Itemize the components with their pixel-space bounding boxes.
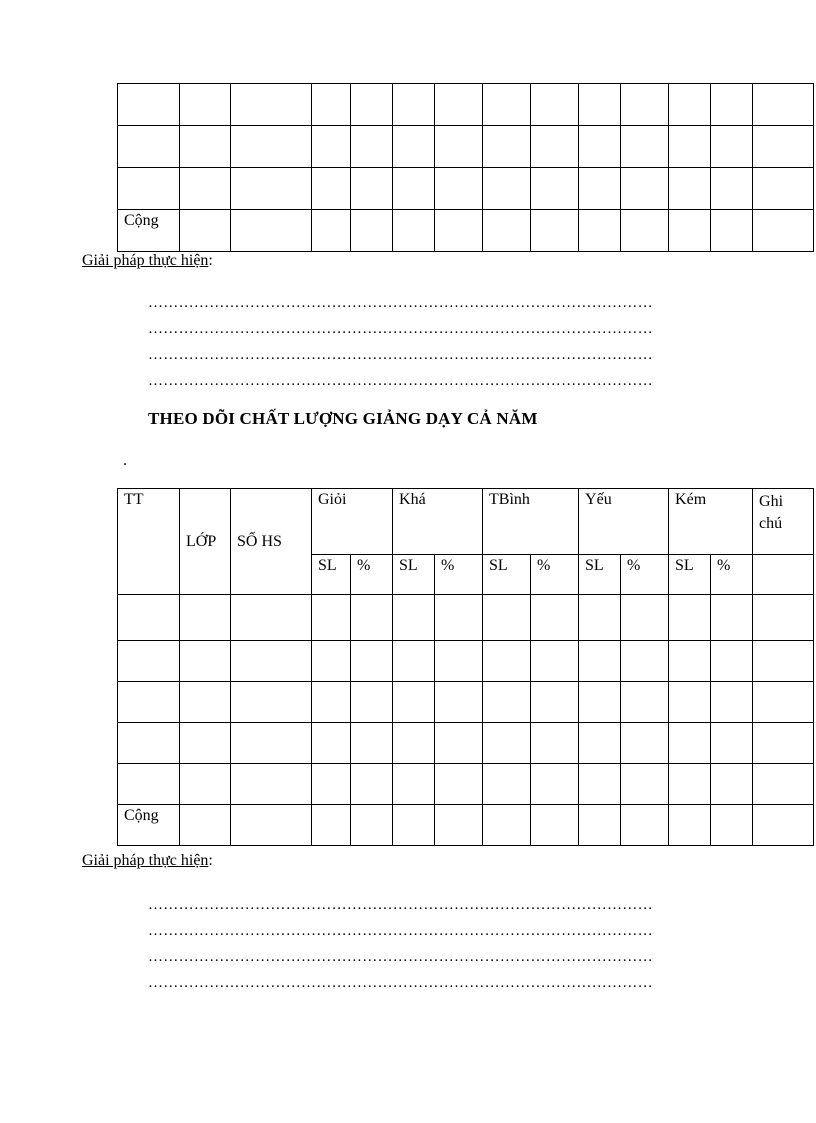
table-cell xyxy=(351,682,393,723)
table-cell xyxy=(393,641,435,682)
table-cell xyxy=(753,595,814,641)
table-cell xyxy=(393,805,435,846)
table-cell xyxy=(483,168,531,210)
table-cell xyxy=(531,805,579,846)
table-cell xyxy=(435,764,483,805)
solution-lines-1 xyxy=(148,290,748,394)
table-cell xyxy=(180,595,231,641)
table-cell xyxy=(351,168,393,210)
table-cell xyxy=(579,805,621,846)
table-cell xyxy=(483,641,531,682)
dotted-line: ……………………………………………………………………………………… xyxy=(148,897,653,913)
table-cell xyxy=(231,805,312,846)
table-cell xyxy=(531,84,579,126)
table-cell xyxy=(579,723,621,764)
table-cell xyxy=(312,641,351,682)
table-cell xyxy=(579,168,621,210)
table-cell xyxy=(579,210,621,252)
solution-label-colon: : xyxy=(208,852,213,869)
table-cell xyxy=(483,126,531,168)
table-cell xyxy=(312,805,351,846)
table-cell xyxy=(231,210,312,252)
table-cell xyxy=(669,210,711,252)
solution-label-2 xyxy=(82,852,213,870)
table-cell xyxy=(753,641,814,682)
table-cell xyxy=(483,84,531,126)
subheader-pct: % xyxy=(351,555,393,595)
table-cell xyxy=(669,723,711,764)
table-row xyxy=(118,764,814,805)
table-cell xyxy=(435,168,483,210)
solution-lines-2 xyxy=(148,892,748,996)
subheader-sl: SL xyxy=(669,555,711,595)
dotted-line: ……………………………………………………………………………………… xyxy=(148,347,653,363)
table-cell xyxy=(351,84,393,126)
header-gioi: Giỏi xyxy=(312,489,393,555)
table-row xyxy=(118,126,814,168)
header-tt: TT xyxy=(118,489,180,595)
table-cell xyxy=(669,126,711,168)
solution-label-text: Giải pháp thực hiện xyxy=(82,852,209,869)
table-cell xyxy=(621,682,669,723)
table-cell xyxy=(711,764,753,805)
table-cell xyxy=(312,595,351,641)
subheader-sl: SL xyxy=(393,555,435,595)
header-yeu: Yếu xyxy=(579,489,669,555)
table-cell xyxy=(753,126,814,168)
table-cell xyxy=(711,595,753,641)
table-cell xyxy=(231,168,312,210)
table-cell xyxy=(579,595,621,641)
subheader-pct: % xyxy=(435,555,483,595)
table-row xyxy=(118,682,814,723)
table-cell: Cộng xyxy=(118,805,180,846)
table-cell xyxy=(435,682,483,723)
table-cell xyxy=(312,682,351,723)
table-cell: Cộng xyxy=(118,210,180,252)
table-cell xyxy=(351,764,393,805)
table-cell xyxy=(351,805,393,846)
table-cell xyxy=(231,126,312,168)
table-cell xyxy=(711,723,753,764)
table-row xyxy=(118,595,814,641)
table-cell xyxy=(118,682,180,723)
table-cell xyxy=(180,682,231,723)
quality-table xyxy=(117,488,814,846)
table-cell xyxy=(435,210,483,252)
dotted-line: ……………………………………………………………………………………… xyxy=(148,373,653,389)
table-cell xyxy=(621,805,669,846)
table-cell xyxy=(180,84,231,126)
table-cell xyxy=(579,84,621,126)
table-cell xyxy=(753,682,814,723)
table-cell xyxy=(531,641,579,682)
table-cell xyxy=(579,764,621,805)
top-table xyxy=(117,83,814,252)
table-cell xyxy=(231,595,312,641)
table-row xyxy=(118,723,814,764)
table-cell xyxy=(351,126,393,168)
subheader-sl: SL xyxy=(312,555,351,595)
dotted-line: ……………………………………………………………………………………… xyxy=(148,321,653,337)
solution-label-colon: : xyxy=(208,252,213,269)
subheader-pct: % xyxy=(711,555,753,595)
table-cell xyxy=(621,723,669,764)
table-cell xyxy=(621,84,669,126)
table-cell xyxy=(312,126,351,168)
header-lop: LỚP xyxy=(180,489,231,595)
table-row xyxy=(118,168,814,210)
table-cell xyxy=(118,764,180,805)
top-table-body xyxy=(118,84,814,252)
table-cell xyxy=(180,126,231,168)
table-cell xyxy=(231,641,312,682)
table-cell xyxy=(180,168,231,210)
table-cell xyxy=(393,126,435,168)
table-row xyxy=(118,805,814,846)
table-cell xyxy=(231,723,312,764)
table-cell xyxy=(231,682,312,723)
table-cell xyxy=(531,723,579,764)
table-cell xyxy=(351,595,393,641)
table-cell xyxy=(753,723,814,764)
table-cell xyxy=(180,641,231,682)
table-cell xyxy=(711,84,753,126)
subheader-pct: % xyxy=(531,555,579,595)
table-cell xyxy=(231,84,312,126)
table-cell xyxy=(393,595,435,641)
solution-label-1 xyxy=(82,252,213,270)
header-ghi-chu: Ghi chú xyxy=(753,489,814,555)
table-cell xyxy=(180,210,231,252)
table-cell xyxy=(621,641,669,682)
table-cell xyxy=(118,595,180,641)
table-cell xyxy=(621,168,669,210)
table-cell xyxy=(531,595,579,641)
quality-table-head xyxy=(118,489,814,595)
table-cell xyxy=(483,723,531,764)
table-cell xyxy=(118,641,180,682)
table-cell xyxy=(531,682,579,723)
table-cell xyxy=(435,805,483,846)
header-so-hs: SỐ HS xyxy=(231,489,312,595)
table-cell xyxy=(483,805,531,846)
table-cell xyxy=(669,805,711,846)
table-row xyxy=(118,210,814,252)
table-cell xyxy=(180,723,231,764)
table-cell xyxy=(753,210,814,252)
table-cell xyxy=(753,805,814,846)
table-cell xyxy=(393,210,435,252)
table-cell xyxy=(669,84,711,126)
table-cell xyxy=(483,595,531,641)
header-kha: Khá xyxy=(393,489,483,555)
dotted-line: ……………………………………………………………………………………… xyxy=(148,295,653,311)
table-cell xyxy=(393,764,435,805)
table-cell xyxy=(531,126,579,168)
table-cell xyxy=(312,84,351,126)
stray-dot: . xyxy=(123,452,127,469)
table-cell xyxy=(393,168,435,210)
subheader-pct: % xyxy=(621,555,669,595)
table-cell xyxy=(621,595,669,641)
table-cell xyxy=(393,723,435,764)
table-cell xyxy=(621,210,669,252)
table-cell xyxy=(711,210,753,252)
table-cell xyxy=(753,764,814,805)
table-cell xyxy=(531,764,579,805)
table-cell xyxy=(351,723,393,764)
table-cell xyxy=(669,168,711,210)
table-cell xyxy=(483,210,531,252)
section-heading: THEO DÕI CHẤT LƯỢNG GIẢNG DẠY CẢ NĂM xyxy=(148,409,538,428)
table-cell xyxy=(711,805,753,846)
quality-table-body xyxy=(118,595,814,846)
table-cell xyxy=(118,84,180,126)
table-cell xyxy=(393,682,435,723)
table-cell xyxy=(621,764,669,805)
table-cell xyxy=(711,168,753,210)
subheader-empty xyxy=(753,555,814,595)
dotted-line: ……………………………………………………………………………………… xyxy=(148,923,653,939)
table-cell xyxy=(312,168,351,210)
table-cell xyxy=(180,805,231,846)
table-cell xyxy=(669,682,711,723)
table-cell xyxy=(435,723,483,764)
subheader-sl: SL xyxy=(579,555,621,595)
subheader-sl: SL xyxy=(483,555,531,595)
table-cell xyxy=(435,84,483,126)
table-cell xyxy=(435,641,483,682)
table-cell xyxy=(669,764,711,805)
table-cell xyxy=(579,641,621,682)
header-tbinh: TBình xyxy=(483,489,579,555)
table-cell xyxy=(435,595,483,641)
table-cell xyxy=(118,126,180,168)
table-cell xyxy=(711,682,753,723)
table-cell xyxy=(118,723,180,764)
table-cell xyxy=(669,595,711,641)
dotted-line: ……………………………………………………………………………………… xyxy=(148,975,653,991)
table-cell xyxy=(579,682,621,723)
header-kem: Kém xyxy=(669,489,753,555)
table-cell xyxy=(711,126,753,168)
table-cell xyxy=(711,641,753,682)
table-cell xyxy=(393,84,435,126)
table-row xyxy=(118,84,814,126)
table-cell xyxy=(531,168,579,210)
table-cell xyxy=(669,641,711,682)
table-cell xyxy=(351,641,393,682)
table-cell xyxy=(351,210,393,252)
dotted-line: ……………………………………………………………………………………… xyxy=(148,949,653,965)
table-cell xyxy=(753,84,814,126)
table-cell xyxy=(621,126,669,168)
table-cell xyxy=(531,210,579,252)
table-cell xyxy=(483,764,531,805)
table-cell xyxy=(435,126,483,168)
table-row xyxy=(118,641,814,682)
table-cell xyxy=(312,210,351,252)
table-cell xyxy=(312,723,351,764)
table-cell xyxy=(483,682,531,723)
table-cell xyxy=(579,126,621,168)
table-cell xyxy=(312,764,351,805)
table-cell xyxy=(118,168,180,210)
solution-label-text: Giải pháp thực hiện xyxy=(82,252,209,269)
table-cell xyxy=(231,764,312,805)
table-cell xyxy=(180,764,231,805)
table-cell xyxy=(753,168,814,210)
